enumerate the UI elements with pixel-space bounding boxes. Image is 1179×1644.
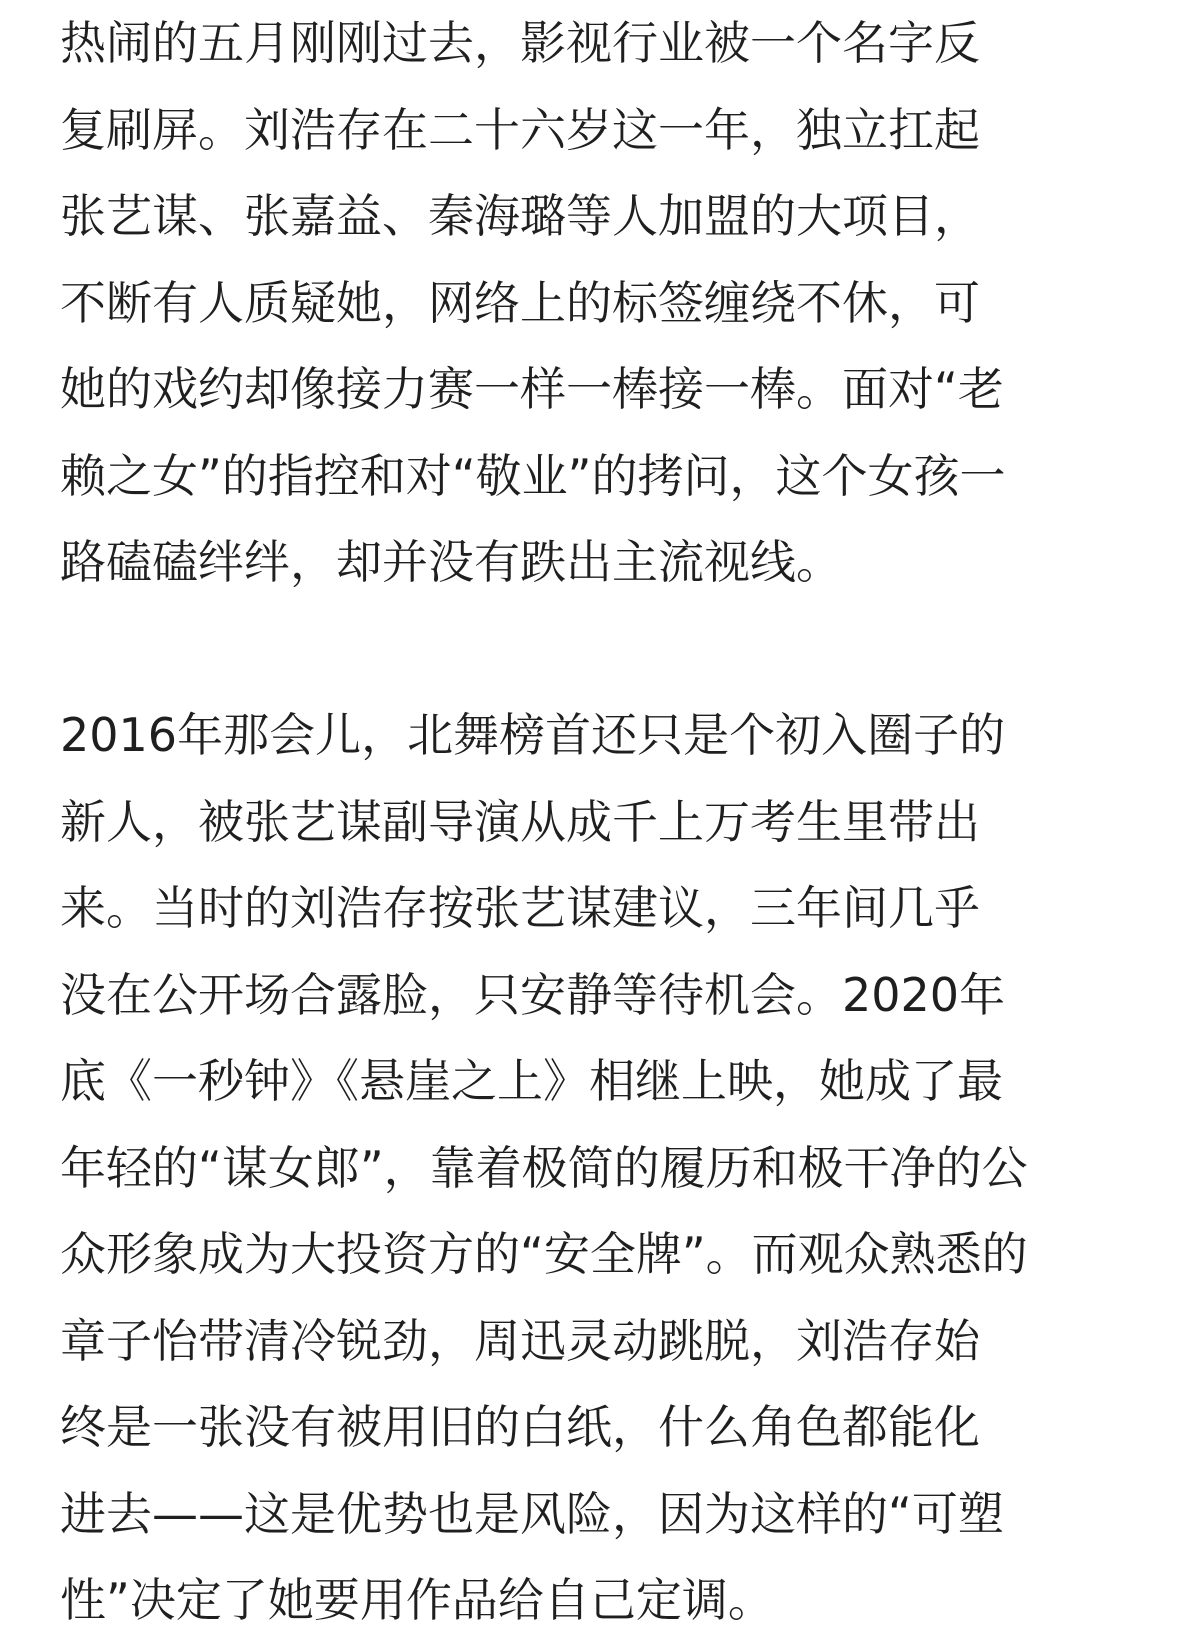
paragraph-1 [60, 0, 1120, 606]
text-line: 复刷屏。刘浩存在二十六岁这一年，独立扛起 [60, 102, 980, 157]
text-line: 2016年那会儿，北舞榜首还只是个初入圈子的 [60, 708, 1006, 762]
text-line: 热闹的五月刚刚过去，影视行业被一个名字反 [60, 16, 980, 70]
text-line: 章子怡带清冷锐劲，周迅灵动跳脱，刘浩存始 [60, 1313, 980, 1368]
text-line: 她的戏约却像接力赛一样一棒接一棒。面对“老 [60, 362, 1004, 416]
text-line: 进去——这是优势也是风险，因为这样的“可塑 [60, 1486, 1004, 1541]
paragraph-spacer [60, 606, 1120, 693]
text-line: 赖之女”的指控和对“敬业”的拷问，这个女孩一 [60, 448, 1006, 503]
text-line: 性”决定了她要用作品给自己定调。 [60, 1573, 774, 1627]
paragraph-2 [60, 692, 1120, 1644]
text-line: 没在公开场合露脸，只安静等待机会。2020年 [60, 967, 1006, 1022]
text-line: 来。当时的刘浩存按张艺谋建议，三年间几乎 [60, 881, 980, 935]
text-line: 底《一秒钟》《悬崖之上》相继上映，她成了最 [60, 1054, 1003, 1108]
text-line: 不断有人质疑她，网络上的标签缠绕不休，可 [60, 275, 980, 330]
article-body [60, 0, 1120, 1644]
text-line: 张艺谋、张嘉益、秦海璐等人加盟的大项目， [60, 189, 980, 243]
text-line: 年轻的“谋女郎”，靠着极简的履历和极干净的公 [60, 1140, 1028, 1195]
text-line: 众形象成为大投资方的“安全牌”。而观众熟悉的 [60, 1227, 1028, 1281]
text-line: 新人，被张艺谋副导演从成千上万考生里带出 [60, 794, 980, 849]
text-line: 路磕磕绊绊，却并没有跌出主流视线。 [60, 535, 842, 589]
text-line: 终是一张没有被用旧的白纸，什么角色都能化 [60, 1400, 980, 1454]
